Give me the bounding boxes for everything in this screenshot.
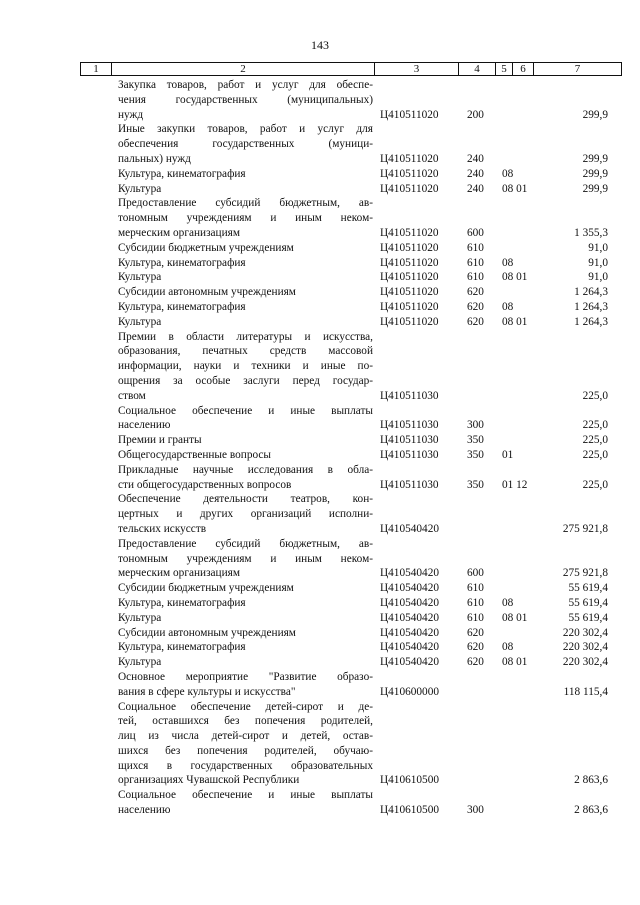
row-expense-type: 300 <box>467 419 484 432</box>
row-expense-type: 350 <box>467 434 484 447</box>
row-name-line: Субсидии бюджетным учреждениям <box>118 582 294 595</box>
row-name <box>118 448 373 463</box>
row-code: Ц410540420 <box>380 626 439 639</box>
row-name-line: населению <box>118 804 171 817</box>
row-section: 08 01 <box>502 611 528 624</box>
row-name <box>118 611 373 626</box>
row-code: Ц410540420 <box>380 656 439 669</box>
row-name-line: Социальное обеспечение детей-сирот и де- <box>118 700 373 713</box>
row-name-line: Субсидии бюджетным учреждениям <box>118 241 294 254</box>
row-name-line: Субсидии автономным учреждениям <box>118 286 296 299</box>
row-code: Ц410511020 <box>380 256 439 269</box>
row-code: Ц410540420 <box>380 596 439 609</box>
row-name-line: Культура, кинематография <box>118 641 246 654</box>
row-name-line: лиц из числа детей-сирот и детей, остав- <box>118 730 373 743</box>
table-row <box>80 433 622 448</box>
row-name-line: Социальное обеспечение и иные выплаты <box>118 404 373 417</box>
row-name-line: Закупка товаров, работ и услуг для обеспе- <box>118 79 373 91</box>
row-code: Ц410511020 <box>380 182 439 195</box>
table-row <box>80 596 622 611</box>
row-expense-type: 610 <box>467 611 484 624</box>
row-section: 08 <box>502 300 514 313</box>
row-expense-type: 610 <box>467 271 484 284</box>
table-row <box>80 492 622 536</box>
row-name <box>118 285 373 300</box>
row-expense-type: 240 <box>467 182 484 195</box>
row-name-line: Иные закупки товаров, работ и услуг для <box>118 123 373 136</box>
row-name-line: Культура, кинематография <box>118 167 246 180</box>
row-name-line: информации, науки и техники и иные по- <box>118 360 373 373</box>
row-code: Ц410511030 <box>380 478 439 491</box>
row-code: Ц410511020 <box>380 286 439 299</box>
row-name <box>118 626 373 641</box>
row-amount: 220 302,4 <box>562 656 608 669</box>
row-name-line: Основное мероприятие "Развитие образо- <box>118 670 373 683</box>
column-header-2: 2 <box>112 63 375 75</box>
row-expense-type: 620 <box>467 315 484 328</box>
row-amount: 55 619,4 <box>568 596 608 609</box>
row-expense-type: 200 <box>467 108 484 121</box>
row-name <box>118 640 373 655</box>
row-section: 08 <box>502 596 514 609</box>
row-expense-type: 610 <box>467 596 484 609</box>
row-expense-type: 610 <box>467 582 484 595</box>
row-amount: 1 264,3 <box>574 315 608 328</box>
table-row <box>80 699 622 788</box>
table-row <box>80 270 622 285</box>
row-name-line: Культура <box>118 182 162 195</box>
row-code: Ц410511020 <box>380 167 439 180</box>
row-name-line: ством <box>118 389 146 402</box>
table-row <box>80 256 622 271</box>
row-amount: 225,0 <box>582 478 608 491</box>
row-name-line: Общегосударственные вопросы <box>118 448 271 461</box>
row-expense-type: 350 <box>467 478 484 491</box>
row-section: 01 <box>502 448 514 461</box>
row-name-line: образования, печатных средств массовой <box>118 345 373 358</box>
row-code: Ц410610500 <box>380 804 439 817</box>
row-name <box>118 788 373 818</box>
row-name-line: Культура, кинематография <box>118 300 246 313</box>
row-name-line: тельских искусств <box>118 522 207 535</box>
row-name-line: мерческим организациям <box>118 226 240 239</box>
row-name-line: Социальное обеспечение и иные выплаты <box>118 789 373 802</box>
row-code: Ц410540420 <box>380 522 439 535</box>
table-row <box>80 537 622 581</box>
row-name-line: Культура, кинематография <box>118 256 246 269</box>
row-amount: 91,0 <box>588 256 608 269</box>
row-code: Ц410511020 <box>380 108 439 121</box>
row-amount: 1 355,3 <box>574 226 608 239</box>
row-name <box>118 78 373 122</box>
row-name-line: Предоставление субсидий бюджетным, ав- <box>118 537 373 550</box>
column-header-1: 1 <box>81 63 112 75</box>
row-name-line: Культура <box>118 271 162 284</box>
row-name <box>118 537 373 581</box>
row-code: Ц410540420 <box>380 582 439 595</box>
row-name <box>118 167 373 182</box>
row-name-line: шихся без попечения родителей, обучаю- <box>118 744 373 757</box>
row-code: Ц410511020 <box>380 315 439 328</box>
row-name-line: организациях Чувашской Республики <box>118 774 300 787</box>
table-row <box>80 196 622 240</box>
row-code: Ц410540420 <box>380 611 439 624</box>
row-expense-type: 600 <box>467 567 484 580</box>
row-expense-type: 610 <box>467 241 484 254</box>
row-name-line: населению <box>118 419 171 432</box>
row-expense-type: 620 <box>467 656 484 669</box>
row-amount: 299,9 <box>582 182 608 195</box>
row-name <box>118 596 373 611</box>
row-name-line: цертных и других организаций исполни- <box>118 508 373 521</box>
row-section: 08 01 <box>502 182 528 195</box>
row-code: Ц410511030 <box>380 389 439 402</box>
row-name <box>118 492 373 536</box>
table-row <box>80 285 622 300</box>
row-expense-type: 350 <box>467 448 484 461</box>
row-amount: 299,9 <box>582 108 608 121</box>
row-amount: 1 264,3 <box>574 300 608 313</box>
table-row <box>80 670 622 700</box>
row-code: Ц410511020 <box>380 152 439 165</box>
row-amount: 275 921,8 <box>562 567 608 580</box>
row-amount: 2 863,6 <box>574 804 608 817</box>
table-row <box>80 640 622 655</box>
row-amount: 1 264,3 <box>574 286 608 299</box>
row-name-line: тономным учреждениям и иным неком- <box>118 552 373 565</box>
column-header-3: 3 <box>375 63 459 75</box>
row-expense-type: 620 <box>467 286 484 299</box>
row-code: Ц410600000 <box>380 685 439 698</box>
row-section: 08 <box>502 256 514 269</box>
row-amount: 118 115,4 <box>563 685 608 698</box>
table-row <box>80 167 622 182</box>
row-section: 08 01 <box>502 315 528 328</box>
row-name-line: сти общегосударственных вопросов <box>118 478 292 491</box>
row-name <box>118 270 373 285</box>
row-name-line: Прикладные научные исследования в обла- <box>118 463 373 476</box>
row-name <box>118 581 373 596</box>
row-name-line: нужд <box>118 108 144 121</box>
row-amount: 220 302,4 <box>562 641 608 654</box>
column-header-5: 5 <box>496 63 513 75</box>
row-name-line: обеспечения государственных (муници- <box>118 138 373 151</box>
row-name <box>118 241 373 256</box>
row-code: Ц410511020 <box>380 271 439 284</box>
row-code: Ц410511030 <box>380 434 439 447</box>
row-name-line: Культура <box>118 656 162 669</box>
row-name <box>118 122 373 166</box>
row-section: 01 12 <box>502 478 528 491</box>
row-name <box>118 196 373 240</box>
row-name-line: Культура <box>118 315 162 328</box>
row-amount: 225,0 <box>582 419 608 432</box>
row-amount: 91,0 <box>588 271 608 284</box>
row-expense-type: 610 <box>467 256 484 269</box>
row-name-line: пальных) нужд <box>118 152 191 165</box>
row-section: 08 01 <box>502 656 528 669</box>
table-header <box>80 62 622 76</box>
row-section: 08 <box>502 641 514 654</box>
row-code: Ц410511030 <box>380 419 439 432</box>
column-header-7: 7 <box>574 63 581 75</box>
table-row <box>80 78 622 122</box>
row-name-line: Культура, кинематография <box>118 596 246 609</box>
row-amount: 275 921,8 <box>562 522 608 535</box>
row-name <box>118 330 373 404</box>
row-name-line: Премии в области литературы и искусства, <box>118 330 373 343</box>
row-name-line: щихся в государственных образовательных <box>118 759 373 772</box>
page-number: 143 <box>311 38 329 52</box>
row-section: 08 <box>502 167 514 180</box>
row-expense-type: 620 <box>467 626 484 639</box>
row-name <box>118 182 373 197</box>
row-name <box>118 670 373 700</box>
row-amount: 2 863,6 <box>574 774 608 787</box>
row-name-line: Культура <box>118 611 162 624</box>
table-row <box>80 241 622 256</box>
row-expense-type: 620 <box>467 641 484 654</box>
row-amount: 225,0 <box>582 434 608 447</box>
row-name-line: тономным учреждениям и иным неком- <box>118 212 373 225</box>
row-name-line: мерческим организациям <box>118 567 240 580</box>
row-code: Ц410511020 <box>380 226 439 239</box>
row-amount: 220 302,4 <box>562 626 608 639</box>
column-header-6: 6 <box>513 63 534 75</box>
row-amount: 225,0 <box>582 448 608 461</box>
table-row <box>80 404 622 434</box>
row-name <box>118 433 373 448</box>
row-code: Ц410610500 <box>380 774 439 787</box>
table-row <box>80 122 622 166</box>
row-name-line: Обеспечение деятельности театров, кон- <box>118 493 373 506</box>
column-header-4: 4 <box>459 63 496 75</box>
row-name-line: ощрения за особые заслуги перед государ- <box>118 374 373 387</box>
row-code: Ц410511030 <box>380 448 439 461</box>
row-name-line: тей, оставшихся без попечения родителей, <box>118 715 373 728</box>
row-name <box>118 300 373 315</box>
table-row <box>80 626 622 641</box>
row-name-line: Предоставление субсидий бюджетным, ав- <box>118 197 373 210</box>
row-name <box>118 655 373 670</box>
row-amount: 91,0 <box>588 241 608 254</box>
row-name <box>118 404 373 434</box>
row-name <box>118 700 373 789</box>
row-code: Ц410540420 <box>380 567 439 580</box>
table-row <box>80 581 622 596</box>
row-amount: 55 619,4 <box>568 611 608 624</box>
row-name <box>118 256 373 271</box>
row-code: Ц410511020 <box>380 300 439 313</box>
table-row <box>80 300 622 315</box>
table-row <box>80 182 622 197</box>
row-expense-type: 240 <box>467 152 484 165</box>
row-name-line: Премии и гранты <box>118 434 202 447</box>
table-row <box>80 315 622 330</box>
row-amount: 225,0 <box>582 389 608 402</box>
row-expense-type: 240 <box>467 167 484 180</box>
row-amount: 299,9 <box>582 152 608 165</box>
row-amount: 55 619,4 <box>568 582 608 595</box>
row-name-line: Субсидии автономным учреждениям <box>118 626 296 639</box>
row-name-line: чения государственных (муниципальных) <box>118 93 373 106</box>
row-expense-type: 600 <box>467 226 484 239</box>
table-row <box>80 448 622 463</box>
row-amount: 299,9 <box>582 167 608 180</box>
table-row <box>80 788 622 818</box>
row-name <box>118 463 373 493</box>
row-code: Ц410540420 <box>380 641 439 654</box>
row-section: 08 01 <box>502 271 528 284</box>
table-row <box>80 655 622 670</box>
table-body <box>80 78 622 818</box>
row-name-line: вания в сфере культуры и искусства" <box>118 685 296 698</box>
row-code: Ц410511020 <box>380 241 439 254</box>
table-row <box>80 463 622 493</box>
row-expense-type: 620 <box>467 300 484 313</box>
row-name <box>118 315 373 330</box>
row-expense-type: 300 <box>467 804 484 817</box>
table-row <box>80 611 622 626</box>
table-row <box>80 330 622 404</box>
